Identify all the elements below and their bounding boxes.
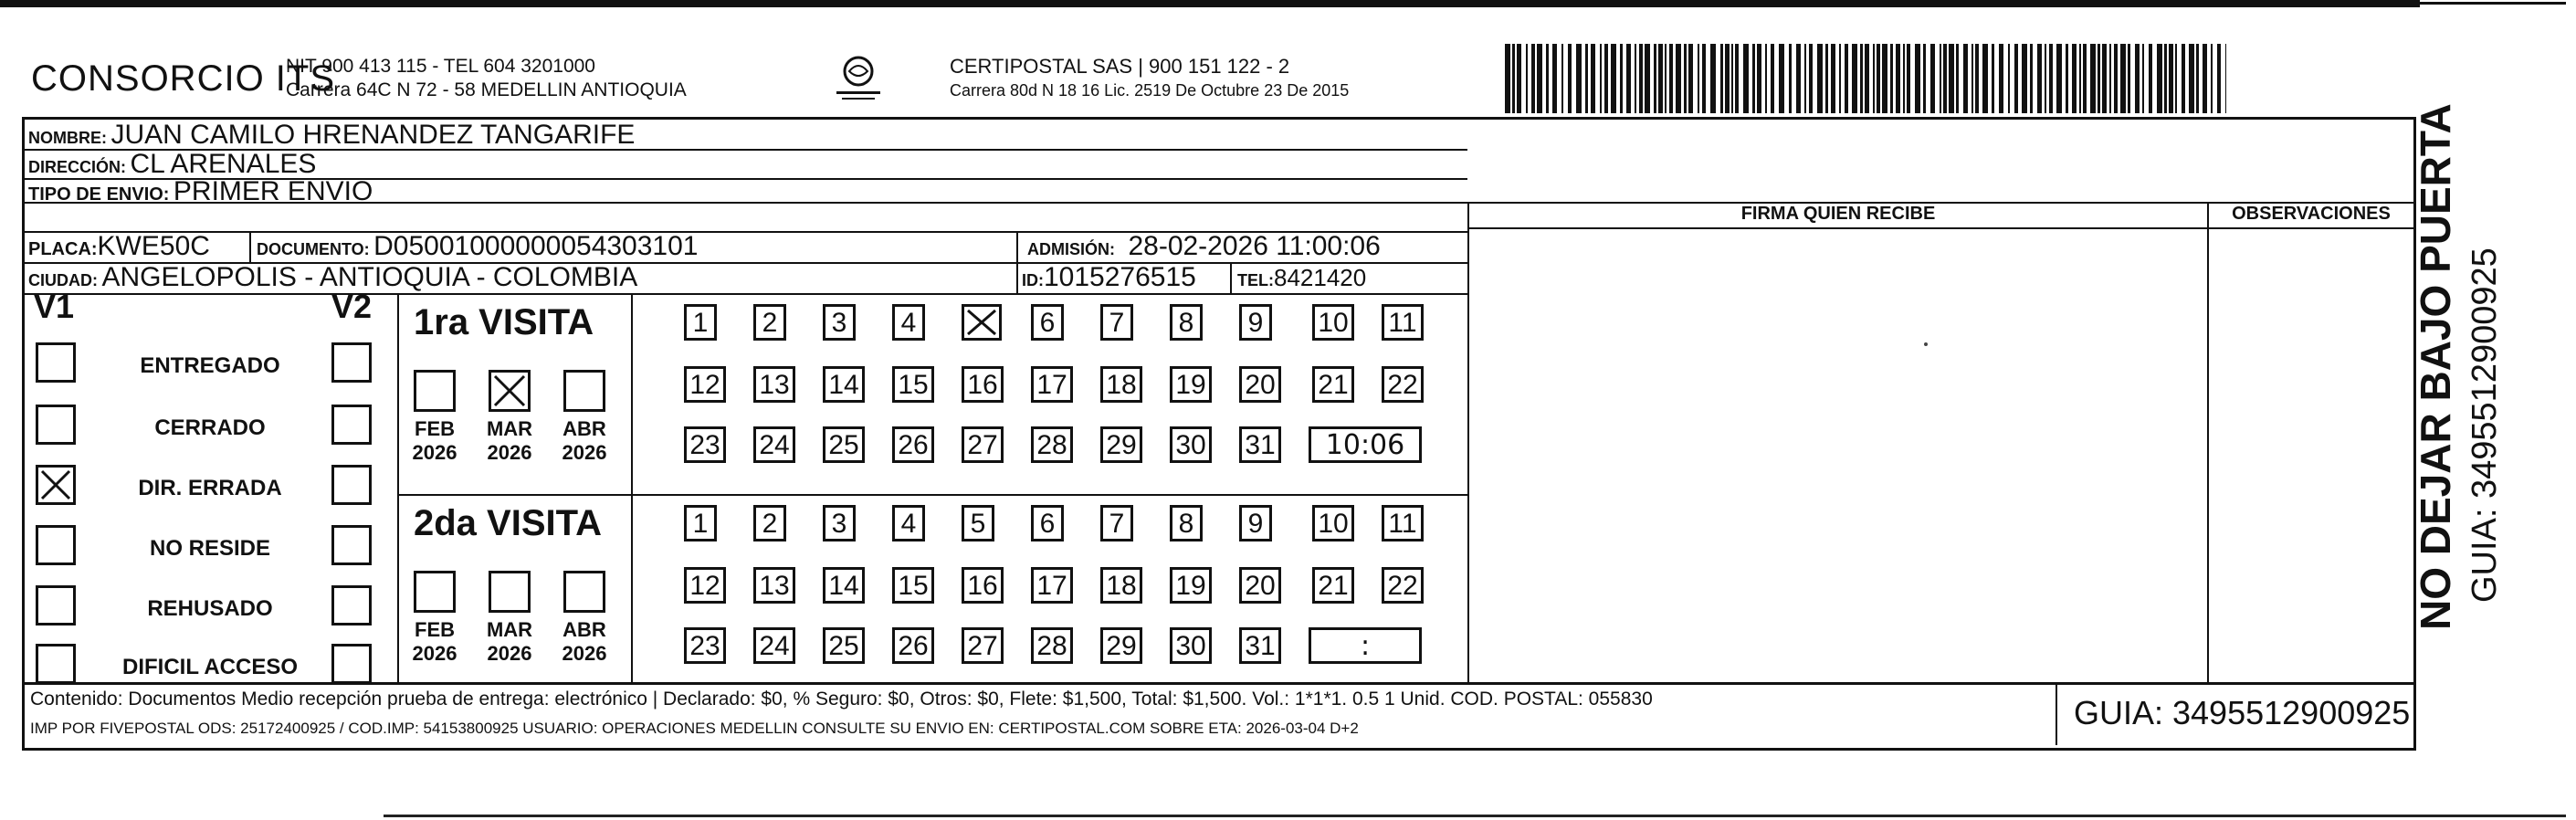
status-label: NO RESIDE bbox=[149, 536, 271, 561]
v2-checkbox[interactable] bbox=[331, 585, 372, 626]
footer-divider bbox=[2056, 683, 2057, 745]
first-visit-day-box[interactable]: 4 bbox=[892, 304, 925, 341]
second-visit-day-box[interactable]: 11 bbox=[1382, 505, 1424, 541]
status-label: CERRADO bbox=[154, 415, 266, 440]
name-row bbox=[28, 120, 635, 151]
barcode-bar bbox=[1702, 44, 1706, 113]
barcode-bar bbox=[1684, 44, 1687, 113]
footer-print-line: IMP POR FIVEPOSTAL ODS: 25172400925 / COD.IMP: 54153800925 USUARIO: OPERACIONES MEDELLIN CONSULTE SU ENVIO EN: CERTIPOSTAL.COM SOBRE ETA: 2026-03-04 D+2 bbox=[30, 720, 1359, 737]
v1-checkbox[interactable] bbox=[36, 644, 76, 684]
second-visit-day-box[interactable]: 31 bbox=[1239, 627, 1281, 664]
barcode-bar bbox=[2135, 44, 2140, 113]
barcode-bar bbox=[1658, 44, 1663, 113]
barcode-bar bbox=[1654, 44, 1656, 113]
barcode-bar bbox=[1600, 44, 1602, 113]
first-visit-day-box[interactable]: 25 bbox=[823, 426, 865, 463]
barcode-bar bbox=[1956, 44, 1959, 113]
first-visit-day-box[interactable]: 2 bbox=[753, 304, 786, 341]
first-visit-day-box[interactable]: 28 bbox=[1031, 426, 1073, 463]
first-visit-day-box[interactable]: 31 bbox=[1239, 426, 1281, 463]
second-visit-day-box[interactable]: 8 bbox=[1170, 505, 1203, 541]
second-visit-day-box[interactable]: 10 bbox=[1312, 505, 1354, 541]
first-visit-day-box[interactable]: 8 bbox=[1170, 304, 1203, 341]
barcode-bar bbox=[1873, 44, 1875, 113]
second-visit-day-box[interactable]: 6 bbox=[1031, 505, 1064, 541]
barcode-bar bbox=[1839, 44, 1841, 113]
barcode-bar bbox=[2149, 44, 2152, 113]
barcode-bar bbox=[1896, 44, 1900, 113]
first-visit-title: 1ra VISITA bbox=[414, 302, 594, 342]
x-mark-icon bbox=[964, 307, 999, 338]
footer bbox=[22, 683, 2416, 751]
visit-divider bbox=[399, 494, 1467, 496]
barcode-bar bbox=[1688, 44, 1693, 113]
second-visit-day-box[interactable]: 14 bbox=[823, 567, 865, 604]
first-visit-day-box[interactable]: 19 bbox=[1170, 366, 1212, 403]
barcode-bar bbox=[1626, 44, 1631, 113]
barcode-bar bbox=[1546, 44, 1549, 113]
x-mark-icon bbox=[38, 468, 73, 502]
barcode-bar bbox=[1765, 44, 1767, 113]
cell-divider bbox=[397, 293, 399, 682]
city-label: CIUDAD: bbox=[28, 271, 98, 289]
barcode-bar bbox=[1591, 44, 1595, 113]
first-visit-time-box[interactable]: 10:06 bbox=[1309, 426, 1422, 463]
barcode-bar bbox=[1698, 44, 1699, 113]
first-visit-day-box[interactable]: 9 bbox=[1239, 304, 1272, 341]
first-visit-day-box[interactable]: 17 bbox=[1031, 366, 1073, 403]
barcode-bar bbox=[1561, 44, 1563, 113]
barcode-bar bbox=[1923, 44, 1926, 113]
company-info-line2: Carrera 64C N 72 - 58 MEDELLIN ANTIOQUIA bbox=[286, 79, 687, 100]
barcode-bar bbox=[2109, 44, 2111, 113]
first-visit-month-checkbox[interactable] bbox=[489, 370, 531, 412]
barcode-bar bbox=[1752, 44, 1755, 113]
document-value: D05001000000054303101 bbox=[373, 231, 699, 261]
second-visit-day-box[interactable]: 21 bbox=[1312, 567, 1354, 604]
second-visit-day-box[interactable]: 5 bbox=[962, 505, 994, 541]
barcode-bar bbox=[2217, 44, 2221, 113]
name-label: NOMBRE: bbox=[28, 129, 107, 147]
v1-label: V1 bbox=[34, 288, 75, 325]
second-visit-day-box[interactable]: 28 bbox=[1031, 627, 1073, 664]
company-name: CONSORCIO ITS bbox=[31, 58, 336, 99]
barcode-bar bbox=[2066, 44, 2068, 113]
v2-checkbox[interactable] bbox=[331, 342, 372, 383]
barcode-bar bbox=[1620, 44, 1623, 113]
tel-label: TEL: bbox=[1237, 271, 1274, 289]
plate-label: PLACA: bbox=[28, 239, 98, 259]
second-visit-day-box[interactable]: 24 bbox=[753, 627, 795, 664]
city-value: ANGELOPOLIS - ANTIOQUIA - COLOMBIA bbox=[101, 262, 638, 292]
status-label: DIFICIL ACCESO bbox=[121, 655, 298, 679]
first-visit-day-box[interactable]: 10 bbox=[1312, 304, 1354, 341]
barcode-bar bbox=[1604, 44, 1608, 113]
barcode-bar bbox=[1971, 44, 1973, 113]
barcode-bar bbox=[1731, 44, 1733, 113]
second-visit-time-box[interactable]: : bbox=[1309, 627, 1422, 664]
id-cell bbox=[1022, 262, 1196, 293]
barcode-bar bbox=[1825, 44, 1828, 113]
first-visit-day-box[interactable]: 11 bbox=[1382, 304, 1424, 341]
barcode-bar bbox=[1943, 44, 1947, 113]
barcode-bar bbox=[1725, 44, 1730, 113]
name-value: JUAN CAMILO HRENANDEZ TANGARIFE bbox=[110, 120, 636, 150]
do-not-leave-notice: NO DEJAR BAJO PUERTA bbox=[2412, 103, 2459, 630]
first-visit-day-box[interactable]: 1 bbox=[684, 304, 717, 341]
top-border-line-right bbox=[2420, 2, 2566, 5]
barcode-bar bbox=[2175, 44, 2177, 113]
v2-checkbox[interactable] bbox=[331, 405, 372, 445]
carrier-info-line1: CERTIPOSTAL SAS | 900 151 122 - 2 bbox=[950, 55, 1290, 78]
second-visit-day-box[interactable]: 26 bbox=[892, 627, 934, 664]
barcode bbox=[1505, 44, 2226, 113]
first-visit-day-box[interactable]: 7 bbox=[1100, 304, 1133, 341]
dot-mark bbox=[1924, 342, 1928, 346]
barcode-bar bbox=[2072, 44, 2077, 113]
barcode-bar bbox=[1611, 44, 1616, 113]
barcode-bar bbox=[1831, 44, 1835, 113]
barcode-bar bbox=[2049, 44, 2053, 113]
barcode-bar bbox=[2114, 44, 2118, 113]
barcode-bar bbox=[1669, 44, 1673, 113]
observations-header: OBSERVACIONES bbox=[2232, 204, 2391, 224]
admission-cell bbox=[1027, 231, 1381, 262]
plate-value: KWE50C bbox=[97, 231, 210, 261]
barcode-bar bbox=[1796, 44, 1801, 113]
barcode-bar bbox=[2037, 44, 2042, 113]
barcode-bar bbox=[1890, 44, 1893, 113]
second-visit-day-box[interactable]: 25 bbox=[823, 627, 865, 664]
second-visit-day-box[interactable]: 15 bbox=[892, 567, 934, 604]
first-visit-day-box[interactable]: 14 bbox=[823, 366, 865, 403]
v1-checkbox[interactable] bbox=[36, 585, 76, 626]
first-visit-day-box[interactable]: 29 bbox=[1100, 426, 1142, 463]
cell-divider bbox=[249, 231, 251, 262]
bottom-cut-line bbox=[384, 815, 2566, 817]
barcode-bar bbox=[1789, 44, 1792, 113]
barcode-bar bbox=[2083, 44, 2087, 113]
barcode-bar bbox=[2203, 44, 2207, 113]
second-visit-day-box[interactable]: 12 bbox=[684, 567, 726, 604]
barcode-bar bbox=[1949, 44, 1954, 113]
barcode-bar bbox=[1882, 44, 1887, 113]
second-visit-day-box[interactable]: 3 bbox=[823, 505, 856, 541]
barcode-bar bbox=[2056, 44, 2062, 113]
barcode-bar bbox=[1817, 44, 1823, 113]
barcode-bar bbox=[1963, 44, 1968, 113]
v2-checkbox[interactable] bbox=[331, 525, 372, 565]
second-visit-day-box[interactable]: 2 bbox=[753, 505, 786, 541]
first-visit-day-box[interactable]: 23 bbox=[684, 426, 726, 463]
barcode-bar bbox=[1771, 44, 1774, 113]
barcode-bar bbox=[2169, 44, 2173, 113]
barcode-bar bbox=[1505, 44, 1510, 113]
cell-divider bbox=[1016, 231, 1018, 262]
barcode-bar bbox=[2211, 44, 2213, 113]
barcode-bar bbox=[1779, 44, 1784, 113]
barcode-bar bbox=[1907, 44, 1910, 113]
address-label: DIRECCIÓN: bbox=[28, 158, 126, 176]
barcode-bar bbox=[1865, 44, 1869, 113]
second-visit-day-box[interactable]: 17 bbox=[1031, 567, 1073, 604]
first-visit-day-box[interactable]: 27 bbox=[962, 426, 1004, 463]
barcode-bar bbox=[1568, 44, 1572, 113]
admission-value: 28-02-2026 11:00:06 bbox=[1128, 231, 1381, 261]
admission-label: ADMISIÓN: bbox=[1027, 240, 1115, 258]
second-visit-day-box[interactable]: 20 bbox=[1239, 567, 1281, 604]
address-row bbox=[28, 149, 316, 180]
barcode-bar bbox=[1975, 44, 1979, 113]
x-mark-icon bbox=[491, 373, 528, 409]
barcode-bar bbox=[1757, 44, 1761, 113]
first-visit-day-box[interactable]: 21 bbox=[1312, 366, 1354, 403]
barcode-bar bbox=[1710, 44, 1716, 113]
tel-cell bbox=[1237, 264, 1366, 292]
company-info bbox=[286, 55, 687, 102]
column-divider bbox=[2207, 202, 2209, 682]
first-visit-day-box[interactable]: 26 bbox=[892, 426, 934, 463]
tel-value: 8421420 bbox=[1274, 264, 1367, 291]
second-visit-month-label: ABR 2026 bbox=[562, 618, 607, 665]
barcode-bar bbox=[1743, 44, 1749, 113]
barcode-bar bbox=[1576, 44, 1582, 113]
signature-header: FIRMA QUIEN RECIBE bbox=[1740, 204, 1936, 224]
v1-checkbox[interactable] bbox=[36, 465, 76, 505]
second-visit-day-box[interactable]: 1 bbox=[684, 505, 717, 541]
second-visit-title: 2da VISITA bbox=[414, 503, 602, 543]
column-divider bbox=[1467, 202, 1469, 682]
second-visit-day-box[interactable]: 30 bbox=[1170, 627, 1212, 664]
address-value: CL ARENALES bbox=[130, 149, 317, 179]
barcode-bar bbox=[2030, 44, 2033, 113]
barcode-bar bbox=[1720, 44, 1723, 113]
second-visit-day-box[interactable]: 9 bbox=[1239, 505, 1272, 541]
first-visit-day-box[interactable] bbox=[962, 304, 1002, 341]
second-visit-day-box[interactable]: 18 bbox=[1100, 567, 1142, 604]
first-visit-day-box[interactable]: 16 bbox=[962, 366, 1004, 403]
barcode-bar bbox=[1804, 44, 1806, 113]
top-border-line bbox=[0, 0, 2420, 7]
barcode-bar bbox=[1645, 44, 1650, 113]
barcode-bar bbox=[2142, 44, 2144, 113]
second-visit-month-checkbox[interactable] bbox=[414, 571, 456, 613]
row-divider bbox=[25, 293, 1467, 295]
document-cell bbox=[257, 231, 698, 262]
shipment-type-label: TIPO DE ENVIO: bbox=[28, 184, 170, 205]
first-visit-day-box[interactable]: 18 bbox=[1100, 366, 1142, 403]
footer-content-line: Contenido: Documentos Medio recepción prueba de entrega: electrónico | Declarado: $0, % Seguro: $0, Otros: $0, Flete: $1,500, Total: $1,500. Vol.: 1*1*1. 0.5 1 Unid. COD. POSTAL: 055830 bbox=[30, 689, 1653, 710]
barcode-bar bbox=[2090, 44, 2096, 113]
shipment-type-row bbox=[28, 176, 373, 207]
first-visit-day-box[interactable]: 20 bbox=[1239, 366, 1281, 403]
barcode-bar bbox=[1845, 44, 1848, 113]
first-visit-month-label: ABR 2026 bbox=[562, 417, 607, 464]
barcode-bar bbox=[2128, 44, 2130, 113]
first-visit-month-label: FEB 2026 bbox=[412, 417, 457, 464]
second-visit-day-box[interactable]: 29 bbox=[1100, 627, 1142, 664]
first-visit-day-box[interactable]: 12 bbox=[684, 366, 726, 403]
barcode-bar bbox=[1676, 44, 1681, 113]
id-value: 1015276515 bbox=[1044, 262, 1196, 292]
barcode-bar bbox=[1639, 44, 1643, 113]
first-visit-day-box[interactable]: 3 bbox=[823, 304, 856, 341]
barcode-bar bbox=[1860, 44, 1863, 113]
barcode-bar bbox=[2102, 44, 2107, 113]
v1-checkbox[interactable] bbox=[36, 525, 76, 565]
second-visit-day-box[interactable]: 23 bbox=[684, 627, 726, 664]
barcode-bar bbox=[1512, 44, 1515, 113]
v2-checkbox[interactable] bbox=[331, 465, 372, 505]
second-visit-day-box[interactable]: 4 bbox=[892, 505, 925, 541]
document-label: DOCUMENTO: bbox=[257, 240, 370, 258]
header-divider bbox=[1467, 227, 2413, 229]
barcode-bar bbox=[2189, 44, 2194, 113]
second-visit-day-box[interactable]: 22 bbox=[1382, 567, 1424, 604]
first-visit-day-box[interactable]: 24 bbox=[753, 426, 795, 463]
barcode-bar bbox=[1903, 44, 1905, 113]
barcode-bar bbox=[1552, 44, 1557, 113]
barcode-bar bbox=[1526, 44, 1528, 113]
barcode-bar bbox=[2164, 44, 2167, 113]
barcode-bar bbox=[1665, 44, 1667, 113]
id-label: ID: bbox=[1022, 271, 1044, 289]
status-label: REHUSADO bbox=[147, 596, 273, 621]
barcode-bar bbox=[1877, 44, 1880, 113]
second-visit-day-box[interactable]: 7 bbox=[1100, 505, 1133, 541]
second-visit-day-box[interactable]: 27 bbox=[962, 627, 1004, 664]
second-visit-month-label: MAR 2026 bbox=[486, 618, 533, 665]
barcode-bar bbox=[2225, 44, 2226, 113]
cell-divider bbox=[1016, 262, 1018, 293]
second-visit-day-box[interactable]: 13 bbox=[753, 567, 795, 604]
barcode-bar bbox=[2014, 44, 2018, 113]
status-label: ENTREGADO bbox=[140, 353, 280, 378]
barcode-bar bbox=[1585, 44, 1588, 113]
plate-cell bbox=[28, 231, 210, 262]
shipping-form bbox=[22, 117, 2416, 685]
barcode-bar bbox=[2182, 44, 2185, 113]
carrier-info bbox=[950, 55, 1349, 102]
v2-label: V2 bbox=[331, 288, 373, 325]
shipment-type-value: PRIMER ENVIO bbox=[173, 176, 373, 206]
first-visit-month-checkbox[interactable] bbox=[563, 370, 605, 412]
barcode-bar bbox=[2157, 44, 2162, 113]
company-info-line1: NIT 900 413 115 - TEL 604 3201000 bbox=[286, 56, 595, 77]
barcode-bar bbox=[1537, 44, 1542, 113]
v1-checkbox[interactable] bbox=[36, 405, 76, 445]
first-visit-month-checkbox[interactable] bbox=[414, 370, 456, 412]
second-visit-day-box[interactable]: 16 bbox=[962, 567, 1004, 604]
barcode-bar bbox=[1852, 44, 1857, 113]
barcode-bar bbox=[1930, 44, 1935, 113]
barcode-bar bbox=[1999, 44, 2003, 113]
cell-divider bbox=[631, 293, 633, 682]
cell-divider bbox=[1230, 262, 1232, 293]
status-label: DIR. ERRADA bbox=[138, 476, 282, 500]
first-visit-day-box[interactable]: 6 bbox=[1031, 304, 1064, 341]
barcode-bar bbox=[1940, 44, 1941, 113]
second-visit-month-label: FEB 2026 bbox=[412, 618, 457, 665]
first-visit-day-box[interactable]: 15 bbox=[892, 366, 934, 403]
barcode-bar bbox=[2079, 44, 2081, 113]
v1-checkbox[interactable] bbox=[36, 342, 76, 383]
barcode-bar bbox=[2098, 44, 2100, 113]
barcode-bar bbox=[1992, 44, 1994, 113]
barcode-bar bbox=[2196, 44, 2199, 113]
barcode-bar bbox=[1982, 44, 1988, 113]
barcode-bar bbox=[1531, 44, 1535, 113]
barcode-bar bbox=[2022, 44, 2027, 113]
barcode-bar bbox=[2045, 44, 2046, 113]
barcode-bar bbox=[1517, 44, 1521, 113]
second-visit-month-checkbox[interactable] bbox=[563, 571, 605, 613]
barcode-bar bbox=[1635, 44, 1636, 113]
barcode-bar bbox=[1735, 44, 1739, 113]
first-visit-day-box[interactable]: 22 bbox=[1382, 366, 1424, 403]
carrier-info-line2: Carrera 80d N 18 16 Lic. 2519 De Octubre 23 De 2015 bbox=[950, 81, 1350, 100]
first-visit-day-box[interactable]: 13 bbox=[753, 366, 795, 403]
certipostal-logo-icon bbox=[833, 53, 884, 104]
footer-guia: GUIA: 3495512900925 bbox=[2074, 694, 2411, 731]
barcode-bar bbox=[1915, 44, 1920, 113]
side-guia: GUIA: 3495512900925 bbox=[2466, 247, 2504, 603]
second-visit-month-checkbox[interactable] bbox=[489, 571, 531, 613]
barcode-bar bbox=[1809, 44, 1813, 113]
second-visit-day-box[interactable]: 19 bbox=[1170, 567, 1212, 604]
first-visit-day-box[interactable]: 30 bbox=[1170, 426, 1212, 463]
first-visit-month-label: MAR 2026 bbox=[486, 417, 533, 464]
v2-checkbox[interactable] bbox=[331, 644, 372, 684]
barcode-bar bbox=[2120, 44, 2126, 113]
barcode-bar bbox=[2008, 44, 2010, 113]
